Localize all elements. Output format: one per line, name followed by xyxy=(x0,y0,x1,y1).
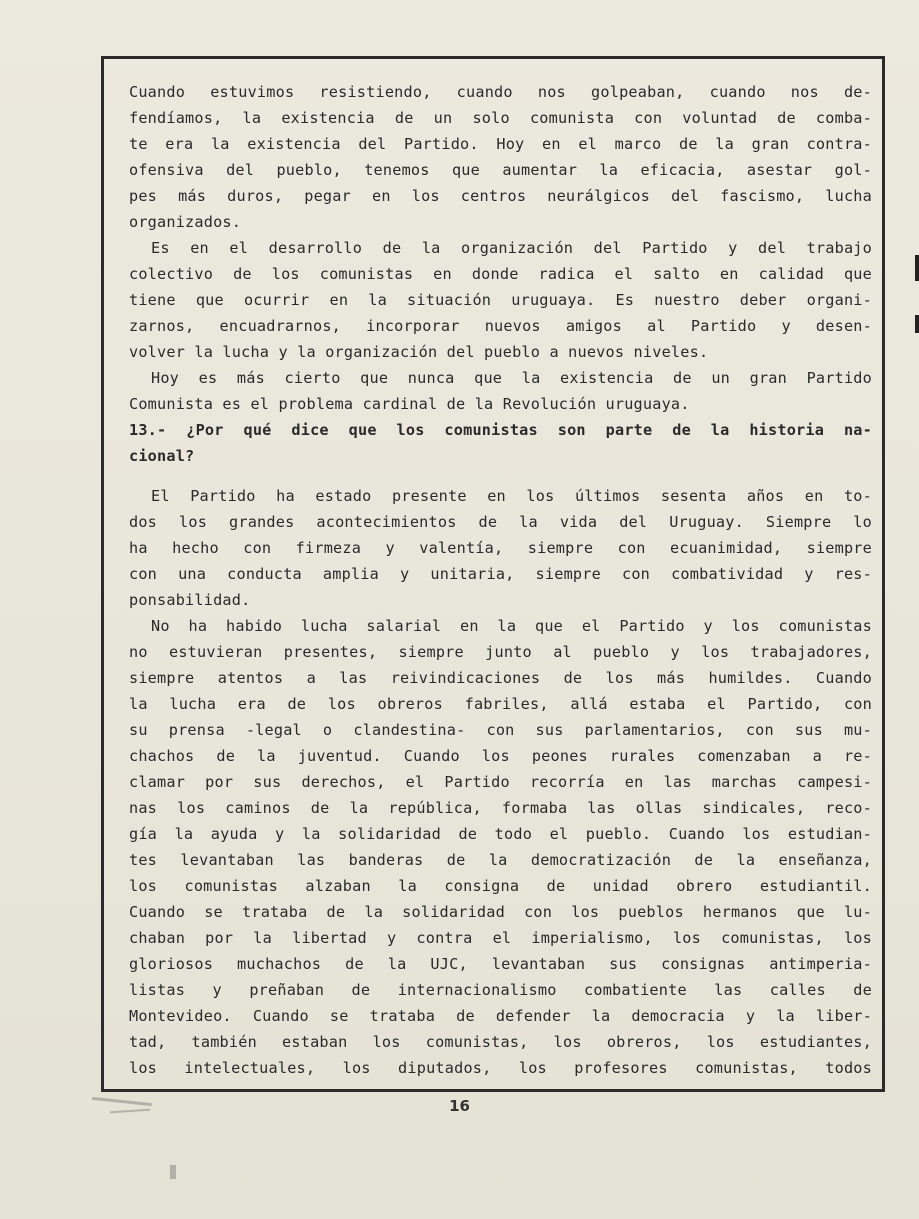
text-line: no estuvieran presentes, siempre junto al pueblo y los trabajadores, xyxy=(129,643,872,661)
text-frame xyxy=(101,56,885,1092)
text-line: nas los caminos de la república, formaba las ollas sindicales, reco- xyxy=(129,799,872,817)
text-line: gloriosos muchachos de la UJC, levantaban sus consignas antimperia- xyxy=(129,955,872,973)
text-line: siempre atentos a las reivindicaciones de los más humildes. Cuando xyxy=(129,669,872,687)
text-line: dos los grandes acontecimientos de la vida del Uruguay. Siempre lo xyxy=(129,513,872,531)
scan-edge-mark xyxy=(915,255,919,281)
paragraph-1 xyxy=(129,79,872,235)
text-line: colectivo de los comunistas en donde radica el salto en calidad que xyxy=(129,265,872,283)
text-line: chachos de la juventud. Cuando los peones rurales comenzaban a re- xyxy=(129,747,872,765)
paragraph-2 xyxy=(129,235,872,365)
text-line: los intelectuales, los diputados, los profesores comunistas, todos xyxy=(129,1059,872,1077)
text-line: tes levantaban las banderas de la democratización de la enseñanza, xyxy=(129,851,872,869)
text-line: chaban por la libertad y contra el imperialismo, los comunistas, los xyxy=(129,929,872,947)
text-line: Hoy es más cierto que nunca que la existencia de un gran Partido xyxy=(151,369,872,387)
paragraph-5 xyxy=(129,613,872,1081)
text-line: No ha habido lucha salarial en la que el Partido y los comunistas xyxy=(151,617,872,635)
text-line: Es en el desarrollo de la organización del Partido y del trabajo xyxy=(151,239,872,257)
text-line: con una conducta amplia y unitaria, siempre con combatividad y res- xyxy=(129,565,872,583)
text-line: tad, también estaban los comunistas, los obreros, los estudiantes, xyxy=(129,1033,872,1051)
text-line: zarnos, encuadrarnos, incorporar nuevos amigos al Partido y desen- xyxy=(129,317,872,335)
text-line: ponsabilidad. xyxy=(129,591,251,609)
scan-edge-mark xyxy=(915,315,919,333)
text-line: clamar por sus derechos, el Partido recorría en las marchas campesi- xyxy=(129,773,872,791)
paragraph-3 xyxy=(129,365,872,417)
text-line: tiene que ocurrir en la situación uruguaya. Es nuestro deber organi- xyxy=(129,291,872,309)
text-line: Cuando estuvimos resistiendo, cuando nos golpeaban, cuando nos de- xyxy=(129,83,872,101)
text-line: gía la ayuda y la solidaridad de todo el pueblo. Cuando los estudian- xyxy=(129,825,872,843)
text-line: ofensiva del pueblo, tenemos que aumentar la eficacia, asestar gol- xyxy=(129,161,872,179)
text-line: fendíamos, la existencia de un solo comunista con voluntad de comba- xyxy=(129,109,872,127)
text-line: su prensa -legal o clandestina- con sus parlamentarios, con sus mu- xyxy=(129,721,872,739)
text-line: volver la lucha y la organización del pueblo a nuevos niveles. xyxy=(129,343,709,361)
paragraph-4 xyxy=(129,483,872,613)
text-line: pes más duros, pegar en los centros neurálgicos del fascismo, lucha xyxy=(129,187,872,205)
text-line: listas y preñaban de internacionalismo combatiente las calles de xyxy=(129,981,872,999)
text-line: El Partido ha estado presente en los últimos sesenta años en to- xyxy=(151,487,872,505)
text-line: la lucha era de los obreros fabriles, allá estaba el Partido, con xyxy=(129,695,872,713)
text-line: Comunista es el problema cardinal de la Revolución uruguaya. xyxy=(129,395,690,413)
question-heading xyxy=(129,417,872,469)
text-line: Montevideo. Cuando se trataba de defender la democracia y la liber- xyxy=(129,1007,872,1025)
text-line: organizados. xyxy=(129,213,242,231)
question-line: cional? xyxy=(129,447,195,465)
text-line: ha hecho con firmeza y valentía, siempre con ecuanimidad, siempre xyxy=(129,539,872,557)
text-line: Cuando se trataba de la solidaridad con los pueblos hermanos que lu- xyxy=(129,903,872,921)
scan-smudge xyxy=(170,1165,176,1179)
question-line: 13.- ¿Por qué dice que los comunistas son parte de la historia na- xyxy=(129,421,872,439)
text-line: te era la existencia del Partido. Hoy en el marco de la gran contra- xyxy=(129,135,872,153)
page-number: 16 xyxy=(449,1097,470,1115)
spacer xyxy=(129,469,872,483)
text-line: los comunistas alzaban la consigna de unidad obrero estudiantil. xyxy=(129,877,872,895)
